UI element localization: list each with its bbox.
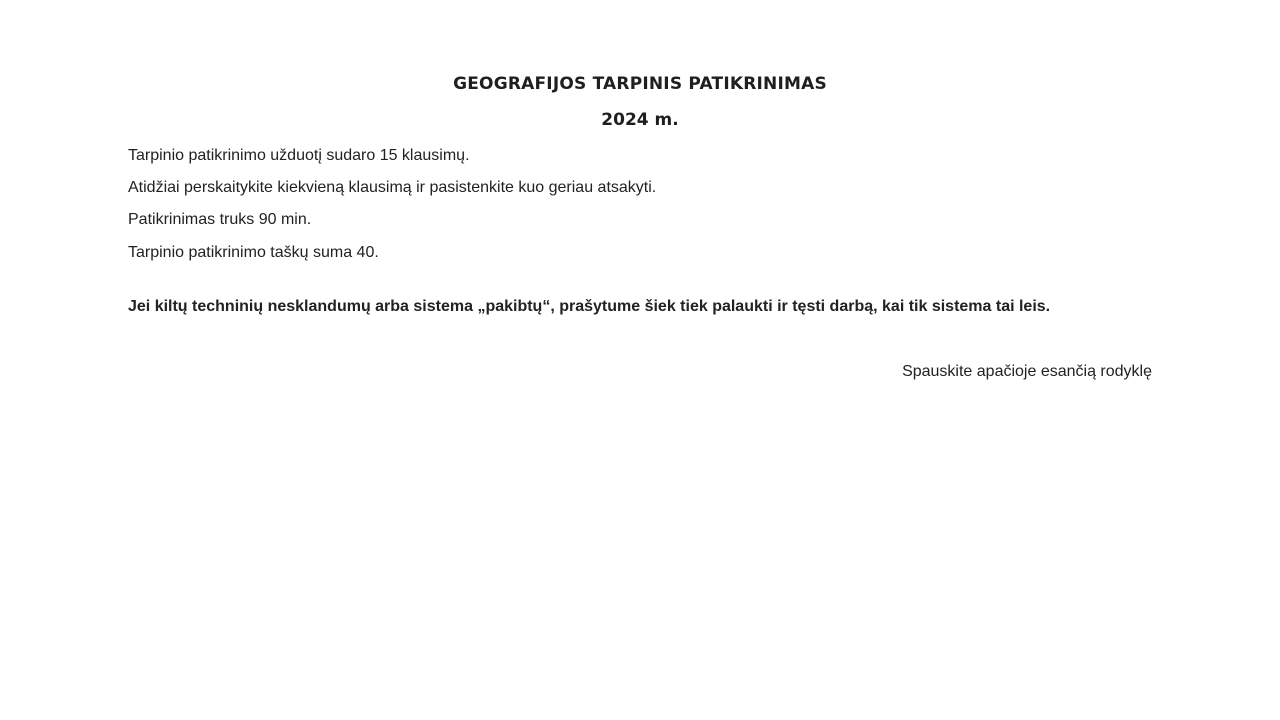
technical-issues-notice: Jei kiltų techninių nesklandumų arba sistema „pakibtų“, prašytume šiek tiek palaukti ir tęsti darbą, kai tik sistema tai leis. bbox=[128, 298, 1051, 315]
page-year: 2024 m. bbox=[601, 110, 679, 130]
instruction-read-carefully: Atidžiai perskaitykite kiekvieną klausimą ir pasistenkite kuo geriau atsakyti. bbox=[128, 179, 657, 196]
instruction-points-total: Tarpinio patikrinimo taškų suma 40. bbox=[128, 244, 379, 261]
page-title: GEOGRAFIJOS TARPINIS PATIKRINIMAS bbox=[453, 74, 827, 94]
next-arrow-hint: Spauskite apačioje esančią rodyklę bbox=[902, 363, 1152, 380]
instruction-duration: Patikrinimas truks 90 min. bbox=[128, 211, 312, 228]
instruction-question-count: Tarpinio patikrinimo užduotį sudaro 15 klausimų. bbox=[128, 147, 470, 164]
